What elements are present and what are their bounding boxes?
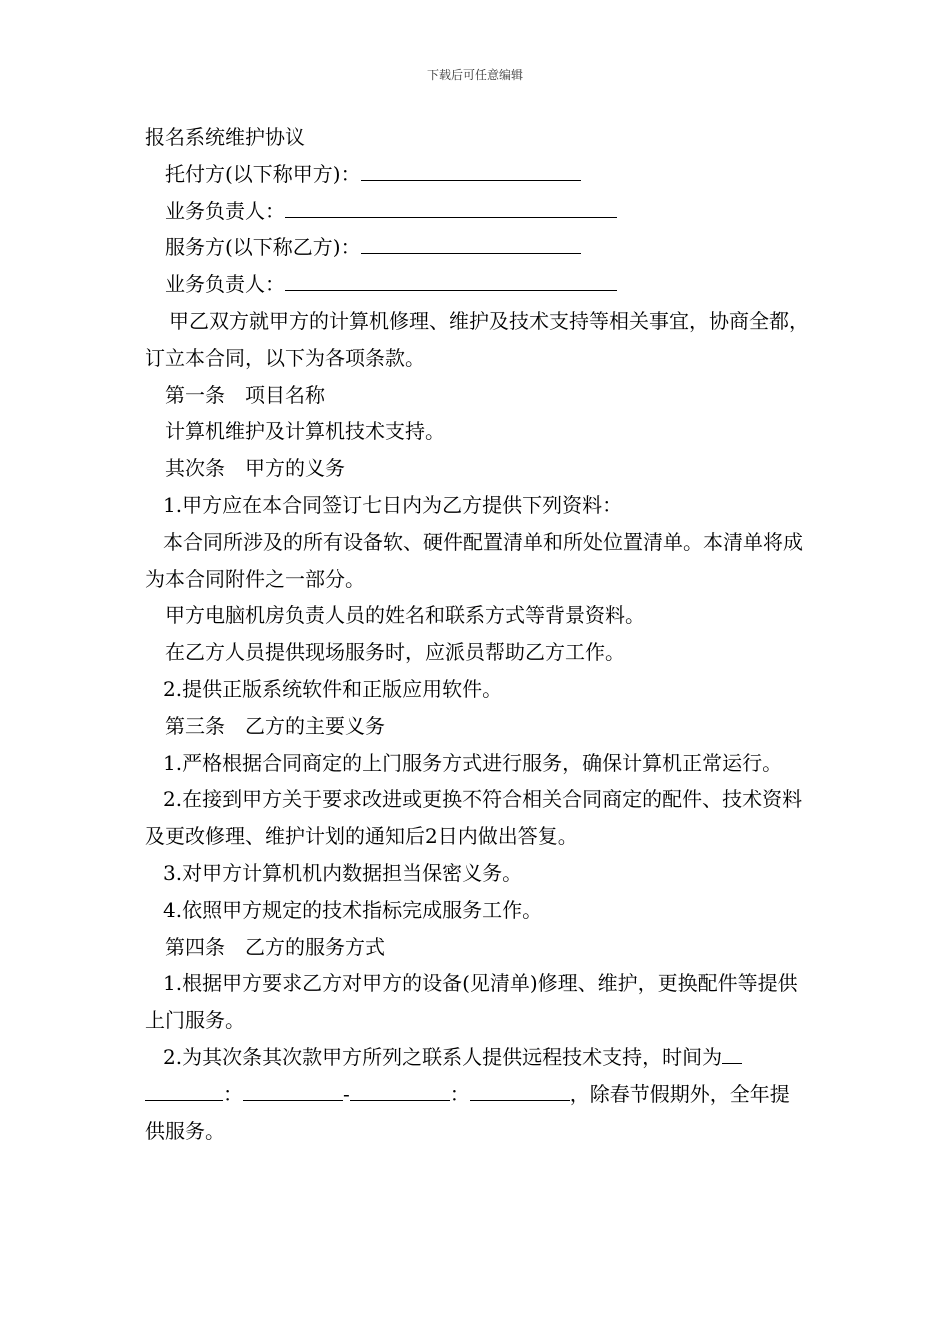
time-colon-2: ：	[449, 1081, 470, 1106]
party-b-contact-field	[145, 266, 809, 303]
header-note: 下载后可任意编辑	[426, 68, 523, 82]
article-2-item-1-c: 在乙方人员提供现场服务时，应派员帮助乙方工作。	[165, 640, 625, 665]
time-blank-1a	[722, 1041, 742, 1064]
party-a-blank	[361, 158, 581, 181]
party-b-blank	[361, 231, 581, 254]
party-a-field	[145, 156, 809, 193]
article-3-item-4: 4.依照甲方规定的技术指标完成服务工作。	[163, 897, 543, 922]
article-4-item-1: 1.根据甲方要求乙方对甲方的设备(见清单)修理、维护，更换配件等提供上门服务。	[145, 971, 798, 1033]
article-3-item-1: 1.严格根据合同商定的上门服务方式进行服务，确保计算机正常运行。	[163, 750, 783, 775]
article-2-title: 其次条 甲方的义务	[165, 456, 345, 481]
party-b-contact-label: 业务负责人：	[165, 272, 285, 297]
time-blank-1b	[145, 1078, 223, 1101]
time-blank-2	[243, 1078, 343, 1101]
party-a-contact-blank	[285, 195, 617, 218]
article-2-item-2: 2.提供正版系统软件和正版应用软件。	[163, 676, 503, 701]
party-b-contact-blank	[285, 268, 617, 291]
article-3-item-2: 2.在接到甲方关于要求改进或更换不符合相关合同商定的配件、技术资料及更改修理、维护计划的通知后2日内做出答复。	[145, 787, 803, 849]
article-4-item-2-start: 2.为其次条其次款甲方所列之联系人提供远程技术支持，时间为	[163, 1044, 723, 1069]
time-colon-1: ：	[223, 1081, 243, 1106]
article-4-title: 第四条 乙方的服务方式	[165, 934, 385, 959]
party-b-label: 服务方(以下称乙方)：	[165, 235, 361, 260]
article-4-item-2	[145, 1039, 809, 1149]
article-4-item-2-end: ，除春节假期外，全年提供服务。	[145, 1081, 790, 1143]
time-dash: -	[343, 1081, 350, 1106]
party-a-contact-field	[145, 193, 809, 230]
time-blank-4	[470, 1078, 570, 1101]
article-3-title: 第三条 乙方的主要义务	[165, 713, 385, 738]
article-2-item-1-b: 甲方电脑机房负责人员的姓名和联系方式等背景资料。	[165, 603, 645, 628]
intro-paragraph: 甲乙双方就甲方的计算机修理、维护及技术支持等相关事宜，协商全都，订立本合同，以下为各项条款。	[145, 308, 809, 370]
article-1-title: 第一条 项目名称	[165, 382, 325, 407]
article-2-item-1-a: 本合同所涉及的所有设备软、硬件配置清单和所处位置清单。本清单将成为本合同附件之一部分。	[145, 529, 803, 591]
time-blank-3	[350, 1078, 450, 1101]
party-a-label: 托付方(以下称甲方)：	[165, 161, 361, 186]
document-title: 报名系统维护协议	[145, 125, 305, 149]
article-1-text: 计算机维护及计算机技术支持。	[165, 419, 445, 444]
document-body	[145, 119, 809, 1149]
article-2-item-1: 1.甲方应在本合同签订七日内为乙方提供下列资料：	[163, 492, 623, 517]
party-a-contact-label: 业务负责人：	[165, 198, 285, 223]
party-b-field	[145, 229, 809, 266]
article-3-item-3: 3.对甲方计算机机内数据担当保密义务。	[163, 860, 523, 885]
